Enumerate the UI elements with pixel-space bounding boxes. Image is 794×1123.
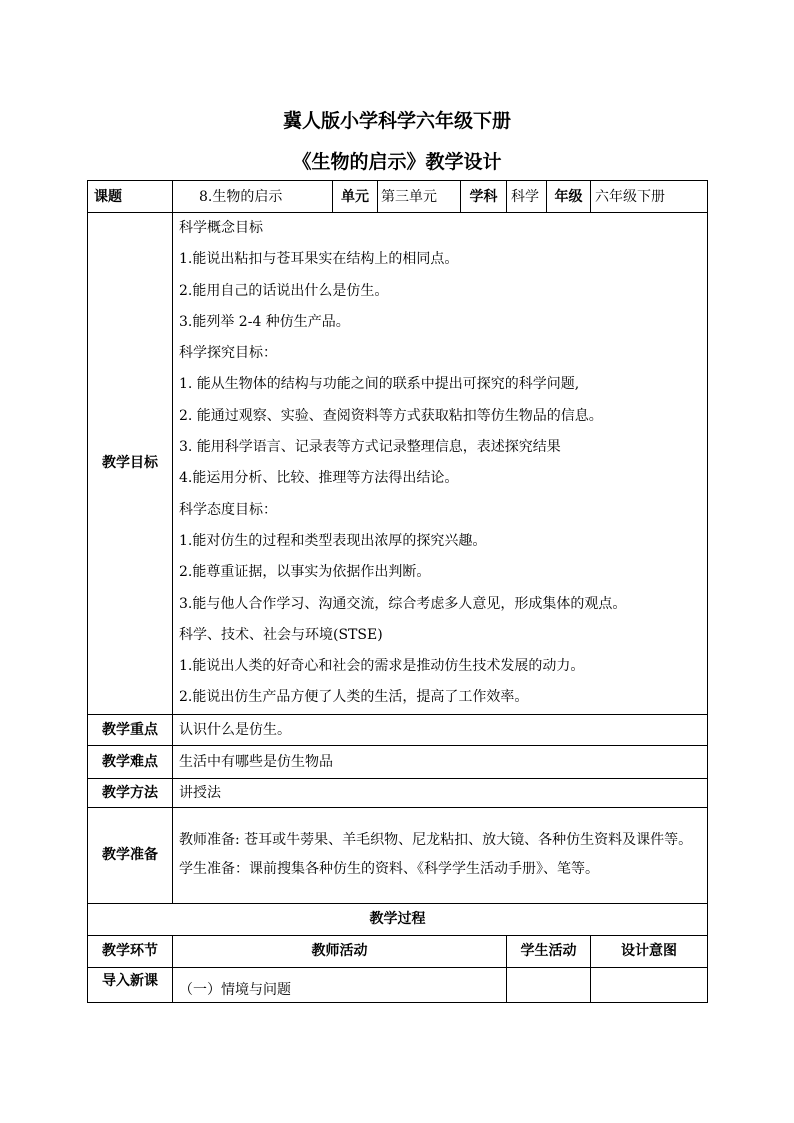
- subject-value: 科学: [507, 181, 547, 213]
- teacher-activity-column-header: 教师活动: [173, 935, 507, 967]
- student-preparation: 学生准备：课前搜集各种仿生的资料、《科学学生活动手册》、笔等。: [179, 861, 599, 878]
- goal-line: 2.能尊重证据，以事实为依据作出判断。: [179, 564, 431, 581]
- goal-line: 4.能运用分析、比较、推理等方法得出结论。: [179, 470, 459, 487]
- goal-line: 1.能说出粘扣与苍耳果实在结构上的相同点。: [179, 251, 459, 268]
- key-point-row: [88, 714, 708, 745]
- design-intent-cell: [591, 967, 708, 1002]
- goal-line: 2. 能通过观察、实验、查阅资料等方式获取粘扣等仿生物品的信息。: [179, 407, 603, 424]
- student-activity-cell: [507, 967, 591, 1002]
- goal-line: 1. 能从生物体的结构与功能之间的联系中提出可探究的科学问题,: [179, 376, 580, 393]
- goal-line: 1.能说出人类的好奇心和社会的需求是推动仿生技术发展的动力。: [179, 658, 585, 675]
- preparation-row: [88, 807, 708, 903]
- method-row: [88, 778, 708, 807]
- header-row: [88, 181, 708, 213]
- goal-line: 科学概念目标: [179, 220, 263, 236]
- grade-value: 六年级下册: [591, 181, 708, 213]
- goal-line: 2.能说出仿生产品方便了人类的生活，提高了工作效率。: [179, 689, 529, 706]
- unit-label: 单元: [333, 181, 378, 213]
- student-activity-column-header: 学生活动: [507, 935, 591, 967]
- process-header-row: [88, 935, 708, 967]
- goal-line: 科学态度目标：: [179, 501, 277, 518]
- difficulty-value: 生活中有哪些是仿生物品: [173, 745, 708, 778]
- process-title-row: [88, 903, 708, 935]
- goal-line: 1.能对仿生的过程和类型表现出浓厚的探究兴趣。: [179, 532, 487, 549]
- stage-cell: 导入新课: [88, 967, 173, 1002]
- unit-value: 第三单元: [378, 181, 461, 213]
- goals-row: [88, 213, 708, 715]
- method-value: 讲授法: [173, 778, 708, 807]
- goal-line: 3.能与他人合作学习、沟通交流，综合考虑多人意见，形成集体的观点。: [179, 595, 627, 612]
- goal-line: 3.能列举 2-4 种仿生产品。: [179, 313, 350, 330]
- stage-column-header: 教学环节: [88, 935, 173, 967]
- document-title: 冀人版小学科学六年级下册: [282, 110, 511, 132]
- teacher-activity-cell: （一）情境与问题: [173, 967, 507, 1002]
- key-point-value: 认识什么是仿生。: [173, 714, 708, 745]
- lesson-plan-table: [87, 180, 708, 1003]
- preparation-label: 教学准备: [88, 807, 173, 903]
- topic-label: 课题: [88, 181, 173, 213]
- difficulty-row: [88, 745, 708, 778]
- key-point-label: 教学重点: [88, 714, 173, 745]
- preparation-content: [173, 807, 708, 903]
- design-intent-column-header: 设计意图: [591, 935, 708, 967]
- difficulty-label: 教学难点: [88, 745, 173, 778]
- teacher-preparation: 教师准备: 苍耳或牛蒡果、羊毛织物、尼龙粘扣、放大镜、各种仿生资料及课件等。: [179, 832, 693, 849]
- subject-label: 学科: [461, 181, 507, 213]
- goals-label: 教学目标: [88, 213, 173, 715]
- method-label: 教学方法: [88, 778, 173, 807]
- goal-line: 2.能用自己的话说出什么是仿生。: [179, 282, 389, 299]
- process-row: [88, 967, 708, 1002]
- process-title: 教学过程: [88, 903, 708, 935]
- goals-content: [173, 213, 708, 715]
- goal-line: 3. 能用科学语言、记录表等方式记录整理信息，表述探究结果: [179, 439, 561, 456]
- grade-label: 年级: [547, 181, 591, 213]
- document-subtitle: 《生物的启示》教学设计: [292, 151, 502, 173]
- goal-line: 科学、技术、社会与环境(STSE): [179, 626, 383, 643]
- goal-line: 科学探究目标：: [179, 345, 277, 362]
- topic-value: 8.生物的启示: [173, 181, 333, 213]
